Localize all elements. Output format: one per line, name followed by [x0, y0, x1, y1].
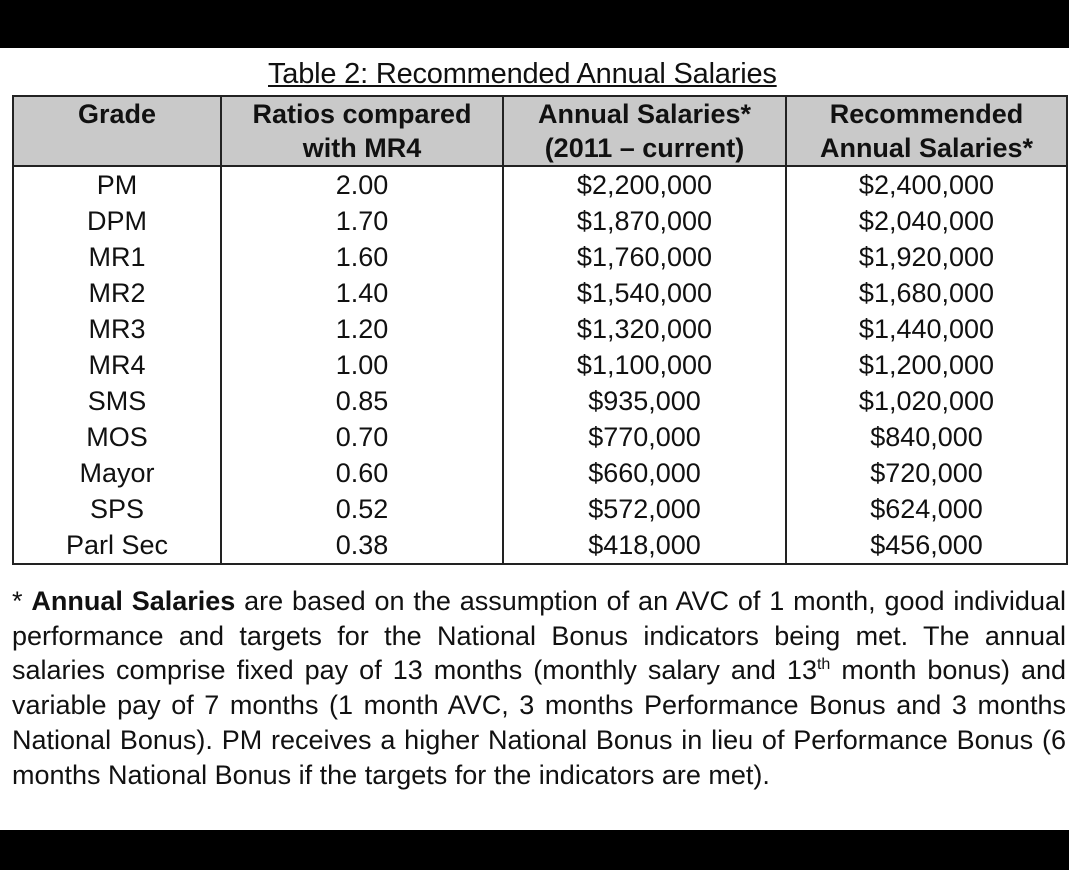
header-recommended-salaries: Recommended Annual Salaries*: [786, 96, 1067, 166]
cell-current: $1,100,000: [503, 347, 786, 383]
cell-recommended: $624,000: [786, 491, 1067, 527]
cell-recommended: $840,000: [786, 419, 1067, 455]
cell-current: $2,200,000: [503, 166, 786, 203]
table-row: [13, 491, 1067, 527]
cell-grade: MR4: [13, 347, 221, 383]
cell-grade: PM: [13, 166, 221, 203]
footnote: * Annual Salaries are based on the assumption of an AVC of 1 month, good individual performance and targets for the National Bonus indicators being met. The annual salaries comprise fixed pay of 13 months (monthly salary and 13th month bonus) and variable pay of 7 months (1 month AVC, 3 months Performance Bonus and 3 months National Bonus). PM receives a higher National Bonus in lieu of Performance Bonus (6 months National Bonus if the targets for the indicators are met).: [12, 586, 1066, 790]
table-row: [13, 347, 1067, 383]
cell-current: $660,000: [503, 455, 786, 491]
cell-ratio: 1.60: [221, 239, 503, 275]
table-row: [13, 383, 1067, 419]
table-row: [13, 239, 1067, 275]
cell-ratio: 0.60: [221, 455, 503, 491]
cell-current: $418,000: [503, 527, 786, 564]
cell-ratio: 1.70: [221, 203, 503, 239]
header-grade: Grade: [13, 96, 221, 166]
cell-grade: SMS: [13, 383, 221, 419]
cell-ratio: 1.20: [221, 311, 503, 347]
cell-grade: MR1: [13, 239, 221, 275]
table-row: [13, 419, 1067, 455]
cell-recommended: $2,040,000: [786, 203, 1067, 239]
cell-grade: MOS: [13, 419, 221, 455]
cell-recommended: $720,000: [786, 455, 1067, 491]
cell-recommended: $1,200,000: [786, 347, 1067, 383]
cell-recommended: $2,400,000: [786, 166, 1067, 203]
cell-recommended: $1,440,000: [786, 311, 1067, 347]
table-row: [13, 203, 1067, 239]
cell-grade: MR3: [13, 311, 221, 347]
header-current-salaries: Annual Salaries* (2011 – current): [503, 96, 786, 166]
cell-current: $572,000: [503, 491, 786, 527]
cell-grade: Parl Sec: [13, 527, 221, 564]
cell-ratio: 2.00: [221, 166, 503, 203]
cell-grade: DPM: [13, 203, 221, 239]
cell-recommended: $1,020,000: [786, 383, 1067, 419]
cell-ratio: 0.52: [221, 491, 503, 527]
cell-recommended: $1,680,000: [786, 275, 1067, 311]
cell-grade: MR2: [13, 275, 221, 311]
table-row: [13, 311, 1067, 347]
table-header-row: [13, 96, 1067, 166]
cell-recommended: $456,000: [786, 527, 1067, 564]
salary-table: [12, 95, 1068, 565]
cell-ratio: 1.40: [221, 275, 503, 311]
cell-ratio: 0.85: [221, 383, 503, 419]
cell-current: $1,760,000: [503, 239, 786, 275]
table-caption: Table 2: Recommended Annual Salaries: [268, 58, 777, 90]
table-row: [13, 166, 1067, 203]
document-page: [0, 48, 1069, 830]
header-ratio: Ratios compared with MR4: [221, 96, 503, 166]
cell-current: $1,870,000: [503, 203, 786, 239]
cell-recommended: $1,920,000: [786, 239, 1067, 275]
table-row: [13, 455, 1067, 491]
table-row: [13, 275, 1067, 311]
cell-grade: Mayor: [13, 455, 221, 491]
cell-ratio: 0.70: [221, 419, 503, 455]
cell-ratio: 0.38: [221, 527, 503, 564]
cell-grade: SPS: [13, 491, 221, 527]
cell-current: $770,000: [503, 419, 786, 455]
cell-current: $1,320,000: [503, 311, 786, 347]
table-row: [13, 527, 1067, 564]
cell-current: $935,000: [503, 383, 786, 419]
cell-current: $1,540,000: [503, 275, 786, 311]
cell-ratio: 1.00: [221, 347, 503, 383]
